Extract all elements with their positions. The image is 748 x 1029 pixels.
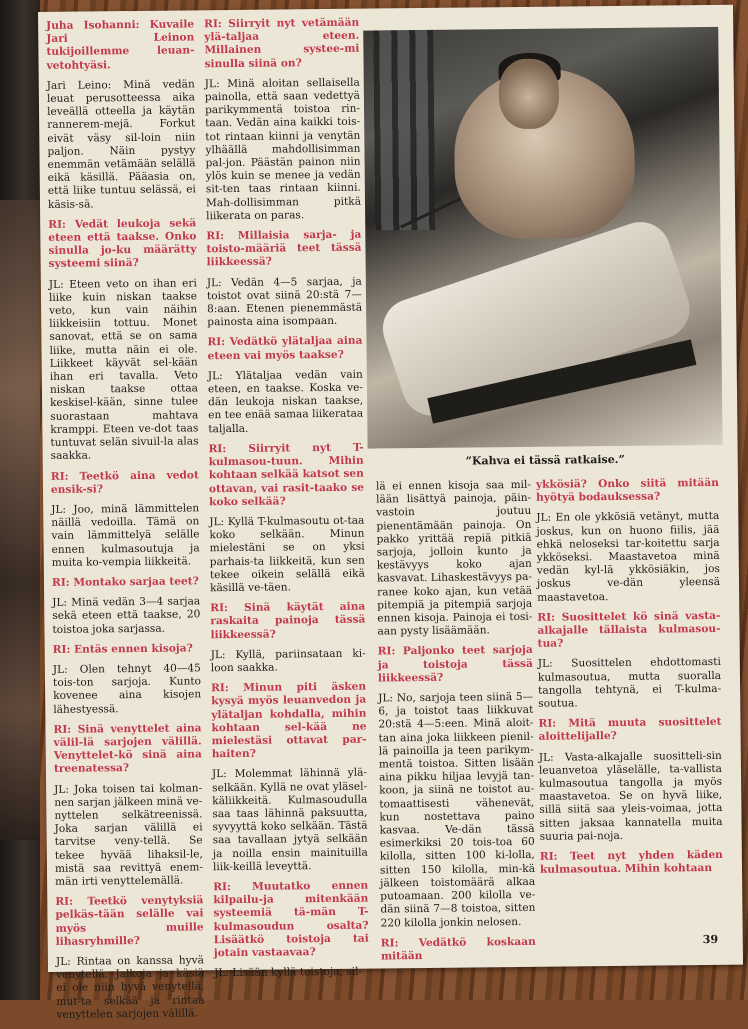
photo-caption: ”Kahva ei tässä ratkaise.” (465, 452, 625, 468)
question-paragraph: RI: Sinä venyttelet aina välil-lä sarjojen välillä. Venyttelet-kö sinä aina treenatessa? (53, 722, 202, 776)
question-paragraph: RI: Vedätkö ylätaljaa aina eteen vai myös taakse? (207, 335, 363, 362)
answer-paragraph: JL: Suosittelen ehdottomasti kulmasoutua, mutta suoralla tangolla tehtynä, ei T-kulma-soutua. (537, 656, 722, 710)
answer-paragraph: JL: Vasta-alkajalle suositteli-sin leuanvetoa yläselälle, ta-vallista kulmasoutua tangolla ja myös maastavetoa. Se on hyvä liike, sillä siitä saa yleis-voimaa, jotta sitten jaksaa kannatella muita suuria pai-noja. (538, 749, 723, 843)
answer-paragraph: JL: Lisään kyllä toistoja, sil- (214, 965, 363, 980)
answer-paragraph: Jari Leino: Minä vedän leuat perusotteessa aika leveällä otteella ja käytän rannerem-mejä. Forkut eivät väsy sil-loin niin paljon. Näin pystyy enemmän vetämään selällä eikä käsillä. Pääasia on, että liike tuntuu selässä, ei käsis-sä. (46, 78, 196, 211)
magazine-page (38, 5, 743, 1021)
question-paragraph: RI: Vedätkö koskaan mitään (380, 935, 536, 963)
question-paragraph: Juha Isohanni: Kuvaile Jari Leinon tukijoillemme leuan-vetohtyäsi. (46, 18, 195, 72)
answer-paragraph: JL: Molemmat lähinnä ylä-selkään. Kyllä ne ovat yläsel-käliikkeitä. Kulmasoudulla saa taas lähinnä paksuutta, syvyyttä koko selkään. Tästä saa tavallaan jytyä selkään ja noilla ensin mainituilla liik-keillä leveyttä. (211, 766, 368, 873)
answer-paragraph: JL: En ole ykkösiä vetänyt, mutta joskus, kun on huono fiilis, jää ehkä neloseksi tar-koitettu sarja ykköseksi. Maastavetoa minä vedän kyl-lä ykkösiäkin, jos joskus ve-dän yleensä maastavetoa. (536, 510, 721, 604)
question-paragraph: RI: Minun piti äsken kysyä myös leuanvedon ja ylätaljan kohdalla, mihin kohtaan sel-kää ne mielestäsi ottavat par-haiten? (211, 680, 367, 761)
question-paragraph: ykkösiä? Onko siitä mitään hyötyä bodauksessa? (535, 476, 720, 505)
question-paragraph: RI: Suosittelet kö sinä vasta-alkajalle tällaista kulmasou-tua? (537, 609, 721, 651)
question-paragraph: RI: Teet nyt yhden käden kulmasoutua. Mihin kohtaan (539, 848, 723, 877)
left-page-edge (0, 0, 40, 1000)
column-3 (376, 479, 536, 971)
rowing-photo (363, 27, 722, 449)
column-4 (536, 477, 723, 884)
question-paragraph: RI: Paljonko teet sarjoja ja toistoja tässä liikkeessä? (377, 644, 533, 685)
question-paragraph: RI: Vedät leukoja sekä eteen että taakse. Onko sinulla jo-ku määrätty systeemi siinä? (48, 217, 197, 271)
column-2 (204, 17, 369, 988)
answer-paragraph: JL: Kyllä, pariinsataan ki-loon saakka. (210, 647, 366, 675)
question-paragraph: RI: Siirryit nyt vetämään ylä-taljaa eteen. Millainen systee-mi sinulla siinä on? (204, 16, 360, 70)
answer-paragraph: JL: Joka toisen tai kolman-nen sarjan jälkeen minä ve-nyttelen selkätreenissä. Joka sarjan välillä ei tarvitse veny-tellä. Se tekee hyvää lihaksil-le, mistä saa revittyä enem-män irti venyttelemällä. (54, 781, 204, 888)
left-page-photo (0, 200, 40, 840)
question-paragraph: RI: Montako sarjaa teet? (51, 575, 199, 589)
answer-paragraph: JL: Minä vedän 3—4 sarjaa sekä eteen että taakse, 20 toistoa joka sarjassa. (52, 595, 201, 636)
question-paragraph: RI: Teetkö aina vedot ensik-si? (50, 468, 199, 496)
question-paragraph: RI: Sinä käytät aina raskaita painoja tässä liikkeessä? (210, 600, 366, 641)
column-1 (46, 18, 205, 1029)
weight-rack (373, 30, 435, 231)
question-paragraph: RI: Muutatko ennen kilpailu-ja mitenkään systeemiä tä-män T-kulmasoudun osalta? Lisäätkö toistoja tai jotain vastaavaa? (213, 879, 369, 960)
answer-paragraph: JL: Joo, minä lämmittelen näillä vedoilla. Tämä on vain lämmittelyä selälle ennen kulmasoutuja ja muita ko-vempia liikkeitä. (51, 502, 200, 569)
athlete-head (499, 59, 560, 130)
answer-paragraph: JL: Eteen veto on ihan eri liike kuin niskan taakse veto, kun vain näihin liikkeisiin tottuu. Monet sanovat, että se on sama liike, mutta näin ei ole. Liikkeet käyvät sel-kään ihan eri tavalla. Veto niskan taakse ottaa keskisel-kään, sinne tulee suorastaan mahtava kramppi. Eteen ve-dot taas tuntuvat selän sivuil-la alas saakka. (48, 277, 199, 463)
answer-paragraph: JL: Minä aloitan sellaisella painolla, että saan vedettyä parikymmentä toistoa rin-taan. Vedän aina kaikki tois-tot rintaan kiinni ja venytän ylhäällä mahdollisimman pal-jon. Päästän painon niin ylös kuin se menee ja vedän sit-ten taas rintaan kiinni. Mah-dollisimman pitkä liikerata on paras. (204, 76, 362, 223)
question-paragraph: RI: Siirryit nyt T-kulmasou-tuun. Mihin kohtaan selkää katsot sen ottavan, vai rasit-taako se koko selkää? (208, 441, 365, 508)
answer-paragraph: lä ei ennen kisoja saa mil-lään lisättyä painoja, päin-vastoin joutuu pienentämään painoja. On pakko yrittää repiä pitkiä sarjoja, jolloin kunto ja kestävyys koko ajan kasvavat. Lihaskestävyys pa-ranee koko ajan, kun vetää pitempiä ja pitempiä sarjoja ennen kisoja. Painoja ei tosi-aan pysty lisäämään. (375, 478, 533, 638)
question-paragraph: RI: Entäs ennen kisoja? (52, 642, 193, 656)
question-paragraph: RI: Millaisia sarja- ja toisto-määriä teet tässä liikkeessä? (206, 228, 362, 269)
answer-paragraph: JL: Vedän 4—5 sarjaa, ja toistot ovat siinä 20:stä 7—8:aan. Etenen pienemmästä painosta aina isompaan. (206, 275, 363, 329)
page-number: 39 (702, 932, 719, 947)
question-paragraph: RI: Mitä muuta suosittelet aloittelijalle? (538, 716, 722, 744)
answer-paragraph: JL: Ylätaljaa vedän vain eteen, en taakse. Koska ve-dän leukoja niskan taakse, en tee enää samaa liikerataa taljalla. (207, 368, 364, 435)
answer-paragraph: JL: Olen tehnyt 40—45 tois-ton sarjoja. Kunto kovenee aina kisojen lähestyessä. (52, 662, 202, 716)
answer-paragraph: JL: Kyllä T-kulmasoutu ot-taa koko selkään. Minun mielestäni se on yksi parhais-ta liikkeitä, kun sen tekee oikein selällä eikä käsillä ve-täen. (209, 514, 365, 595)
answer-paragraph: JL: No, sarjoja teen siinä 5—6, ja toistot taas liikkuvat 20:stä 4—5:een. Minä aloit-tan aina joka liikkeen pienil-lä painoilla ja teen parikym-mentä toistoa. Sitten lisään aina pikku hiljaa levyjä tan-koon, ja siinä ne toistot au-tomaattisesti vähenevät, kun nostettava paino kasvaa. Ve-dän tässä esimerkiksi 20 tois-toa 60 kilolla, sitten 100 ki-lolla, sitten 150 kilolla, min-kä jälkeen toistomäärä alkaa putoamaan. 200 kilolla ve-dän siinä 7—8 toistoa, sitten 220 kilolla jonkin nelosen. (378, 690, 536, 929)
question-paragraph: RI: Teetkö venytyksiä pelkäs-tään selälle vai myös muille lihasryhmille? (55, 894, 204, 948)
answer-paragraph: JL: Rintaa on kanssa hyvä venytellä. Jalkoja ja käsiä ei ole niin hyvä venytellä, mut-ta selkää ja rintaa venyttelen sarjojen välillä. (55, 954, 205, 1021)
